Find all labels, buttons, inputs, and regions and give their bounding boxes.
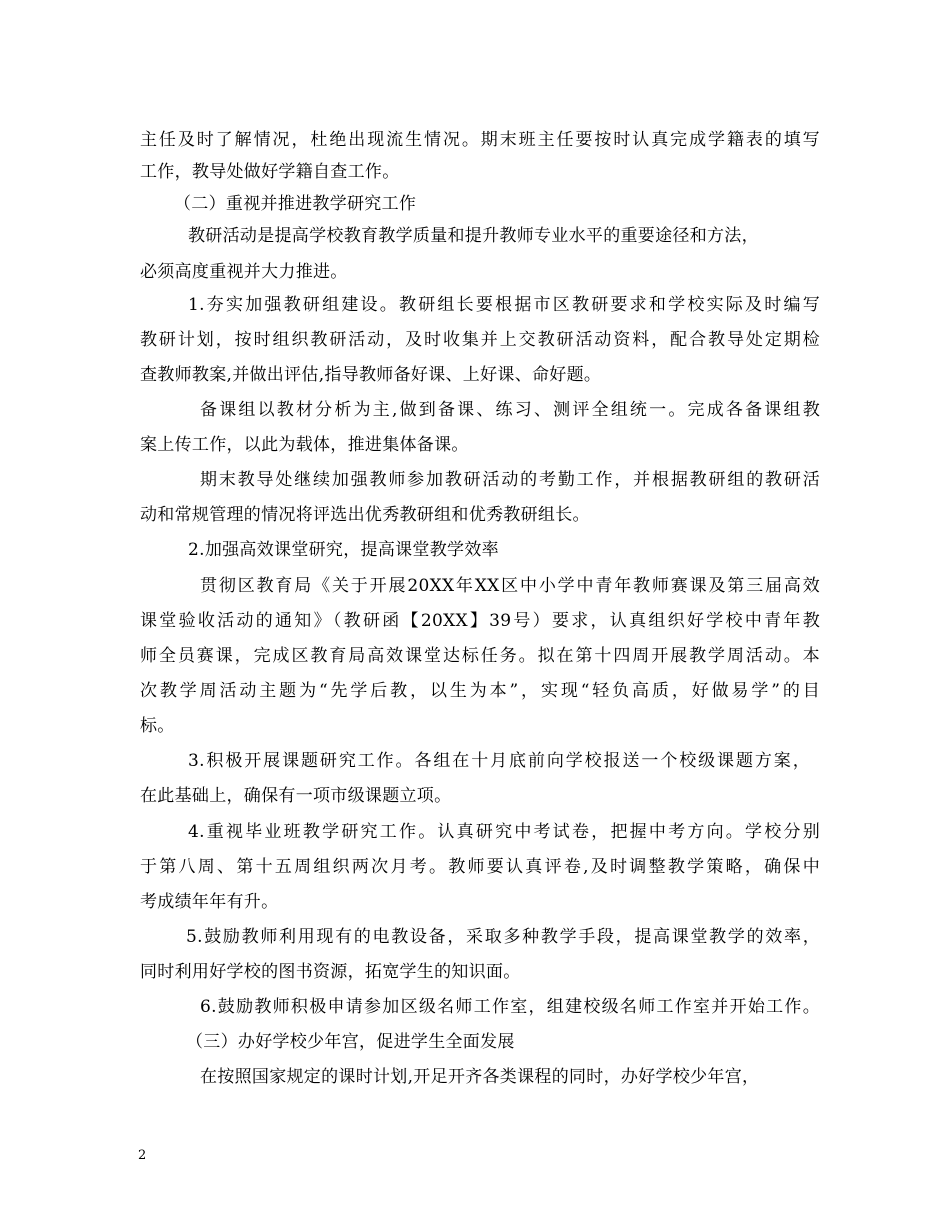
body-line: 案上传工作，以此为载体，推进集体备课。: [140, 435, 469, 455]
body-line: 教研活动是提高学校教育教学质量和提升教师专业水平的重要途径和方法，: [188, 226, 759, 246]
body-line: 3.积极开展课题研究工作。各组在十月底前向学校报送一个校级课题方案，: [188, 751, 810, 771]
body-line: 1.夯实加强教研组建设。教研组长要根据市区教研要求和学校实际及时编写: [188, 295, 820, 315]
body-line: 贯彻区教育局《关于开展20XX年XX区中小学中青年教师赛课及第三届高效: [200, 576, 820, 596]
body-line: 必须高度重视并大力推进。: [140, 262, 348, 282]
body-line: 查教师教案,并做出评估,指导教师备好课、上好课、命好题。: [140, 365, 602, 385]
body-line: 教研计划，按时组织教研活动，及时收集并上交教研活动资料，配合教导处定期检: [140, 330, 820, 350]
body-line: 主任及时了解情况，杜绝出现流生情况。期末班主任要按时认真完成学籍表的填写: [140, 130, 820, 150]
body-line: 在按照国家规定的课时计划,开足开齐各类课程的同时，办好学校少年宫，: [200, 1067, 760, 1087]
body-line: 考成绩年年有升。: [140, 892, 279, 912]
body-line: 4.重视毕业班教学研究工作。认真研究中考试卷，把握中考方向。学校分别: [188, 822, 820, 842]
section-heading: （二）重视并推进教学研究工作: [174, 194, 417, 214]
body-line: 课堂验收活动的通知》（教研函【20XX】39号）要求，认真组织好学校中青年教: [140, 611, 820, 631]
body-line: 6.鼓励教师积极申请参加区级名师工作室，组建校级名师工作室并开始工作。: [200, 997, 820, 1017]
body-line: 工作，教导处做好学籍自查工作。: [140, 162, 400, 182]
body-line: 于第八周、第十五周组织两次月考。教师要认真评卷,及时调整教学策略，确保中: [140, 857, 820, 877]
section-heading: （三）办好学校少年宫，促进学生全面发展: [186, 1032, 515, 1052]
body-line: 师全员赛课，完成区教育局高效课堂达标任务。拟在第十四周开展教学周活动。本: [140, 646, 820, 666]
body-line: 次教学周活动主题为“先学后教，以生为本”，实现“轻负高质，好做易学”的目: [140, 681, 820, 701]
body-line: 备课组以教材分析为主,做到备课、练习、测评全组统一。完成各备课组教: [200, 400, 820, 420]
body-line: 5.鼓励教师利用现有的电教设备，采取多种教学手段，提高课堂教学的效率，: [186, 927, 820, 947]
body-line: 在此基础上，确保有一项市级课题立项。: [140, 786, 452, 806]
body-line: 标。: [140, 716, 175, 736]
subsection-heading: 2.加强高效课堂研究，提高课堂教学效率: [188, 540, 499, 560]
body-line: 期末教导处继续加强教师参加教研活动的考勤工作，并根据教研组的教研活: [200, 470, 820, 490]
body-line: 动和常规管理的情况将评选出优秀教研组和优秀教研组长。: [140, 505, 590, 525]
page-number: 2: [138, 1148, 147, 1163]
body-line: 同时利用好学校的图书资源，拓宽学生的知识面。: [140, 962, 521, 982]
